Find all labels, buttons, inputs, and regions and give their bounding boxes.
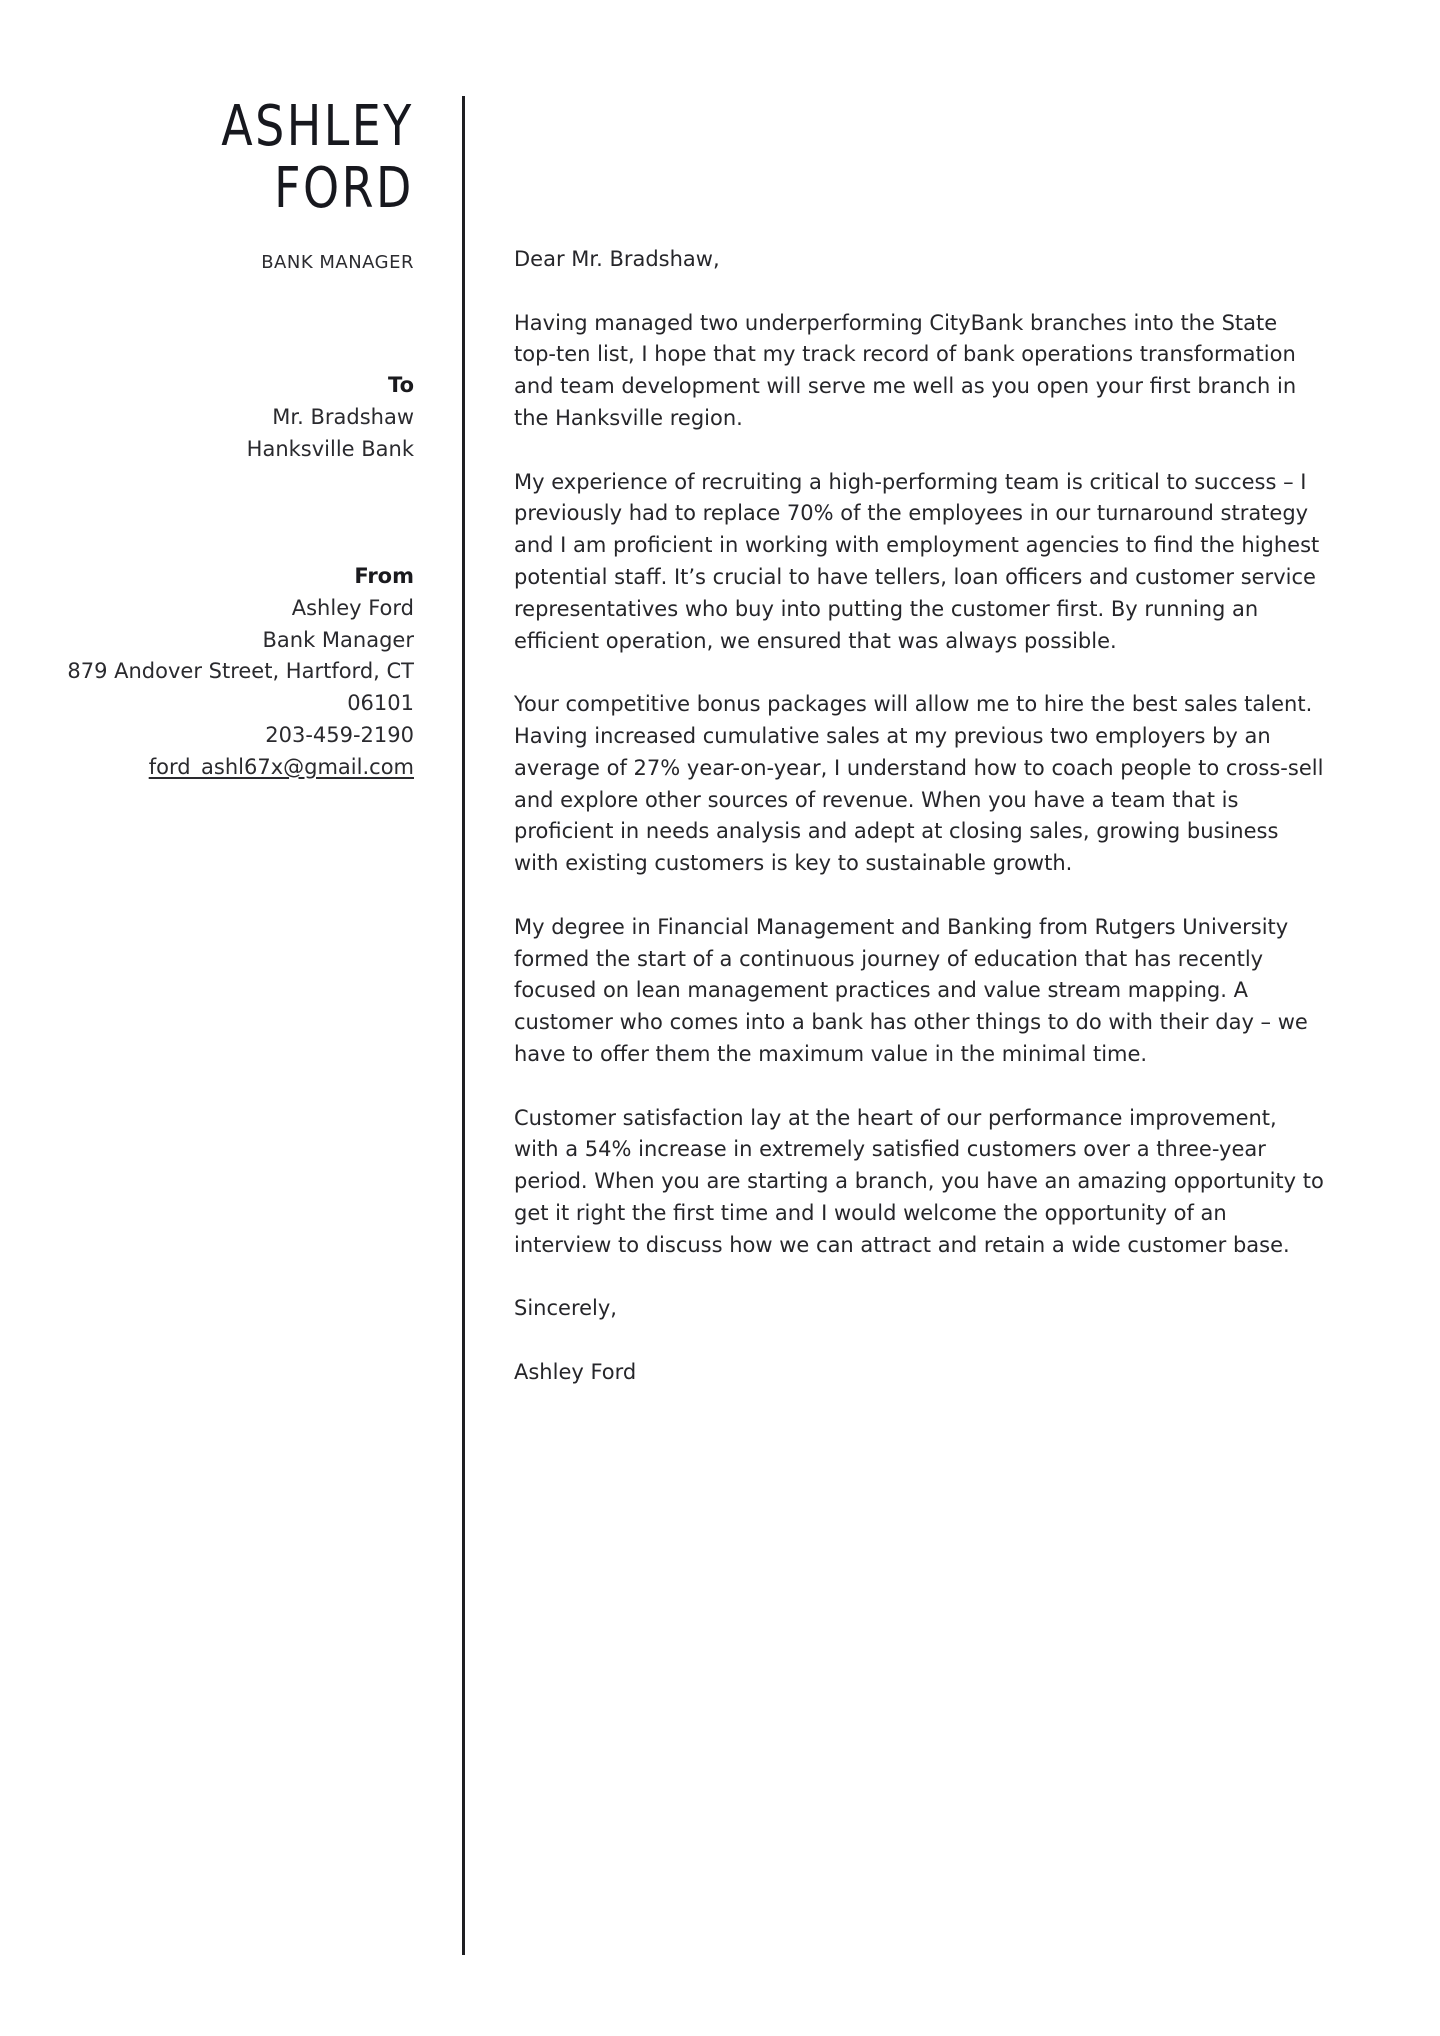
sender-title: Bank Manager: [262, 627, 414, 652]
recipient-block: [247, 370, 414, 465]
sender-first-name: ASHLEY: [221, 94, 414, 159]
sender-heading: From: [354, 564, 414, 588]
paragraph-4: My degree in Financial Management and Banking from Rutgers University formed the start of a continuous journey of education that has recently focused on lean management practices and value stream mapping. A customer who comes into a bank has other things to do with their day – we have to offer them the maximum value in the minimal time.: [514, 914, 1308, 1066]
sender-address-line2: 06101: [347, 691, 414, 716]
letter-body: [514, 244, 1324, 1420]
signature: Ashley Ford: [514, 1359, 637, 1384]
closing: Sincerely,: [514, 1296, 617, 1321]
salutation: Dear Mr. Bradshaw,: [514, 247, 720, 271]
paragraph-5: Customer satisfaction lay at the heart of our performance improvement, with a 54% increase in extremely satisfied customers over a three-year period. When you are starting a branch, you have an amazing opportunity to get it right the first time and I would welcome the opportunity of an interview to discuss how we can attract and retain a wide customer base.: [514, 1105, 1324, 1257]
paragraph-2: My experience of recruiting a high-performing team is critical to success – I previously had to replace 70% of the employees in our turnaround strategy and I am proficient in working with employment agencies to find the highest potential staff. It’s crucial to have tellers, loan officers and customer service representatives who buy into putting the customer first. By running an efficient operation, we ensured that was always possible.: [514, 469, 1320, 653]
sender-last-name: FORD: [274, 156, 414, 221]
sender-address-line1: 879 Andover Street, Hartford, CT: [67, 659, 414, 684]
sender-email-link[interactable]: ford_ashl67x@gmail.com: [148, 754, 414, 779]
sender-phone: 203-459-2190: [265, 722, 414, 747]
sender-name: [221, 96, 414, 220]
recipient-company: Hanksville Bank: [246, 436, 414, 461]
sender-job-title: BANK MANAGER: [261, 252, 414, 273]
recipient-name: Mr. Bradshaw: [272, 404, 414, 429]
vertical-divider: [462, 96, 465, 1955]
sender-full-name: Ashley Ford: [291, 595, 414, 620]
sender-block: [67, 561, 414, 784]
paragraph-1: Having managed two underperforming CityBank branches into the State top-ten list, I hope that my track record of bank operations transformation and team development will serve me well as you open your first branch in the Hanksville region.: [514, 310, 1297, 430]
recipient-heading: To: [388, 373, 414, 397]
paragraph-3: Your competitive bonus packages will allow me to hire the best sales talent. Having increased cumulative sales at my previous two employers by an average of 27% year-on-year, I understand how to coach people to cross-sell and explore other sources of revenue. When you have a team that is proficient in needs analysis and adept at closing sales, growing business with existing customers is key to sustainable growth.: [514, 692, 1324, 876]
